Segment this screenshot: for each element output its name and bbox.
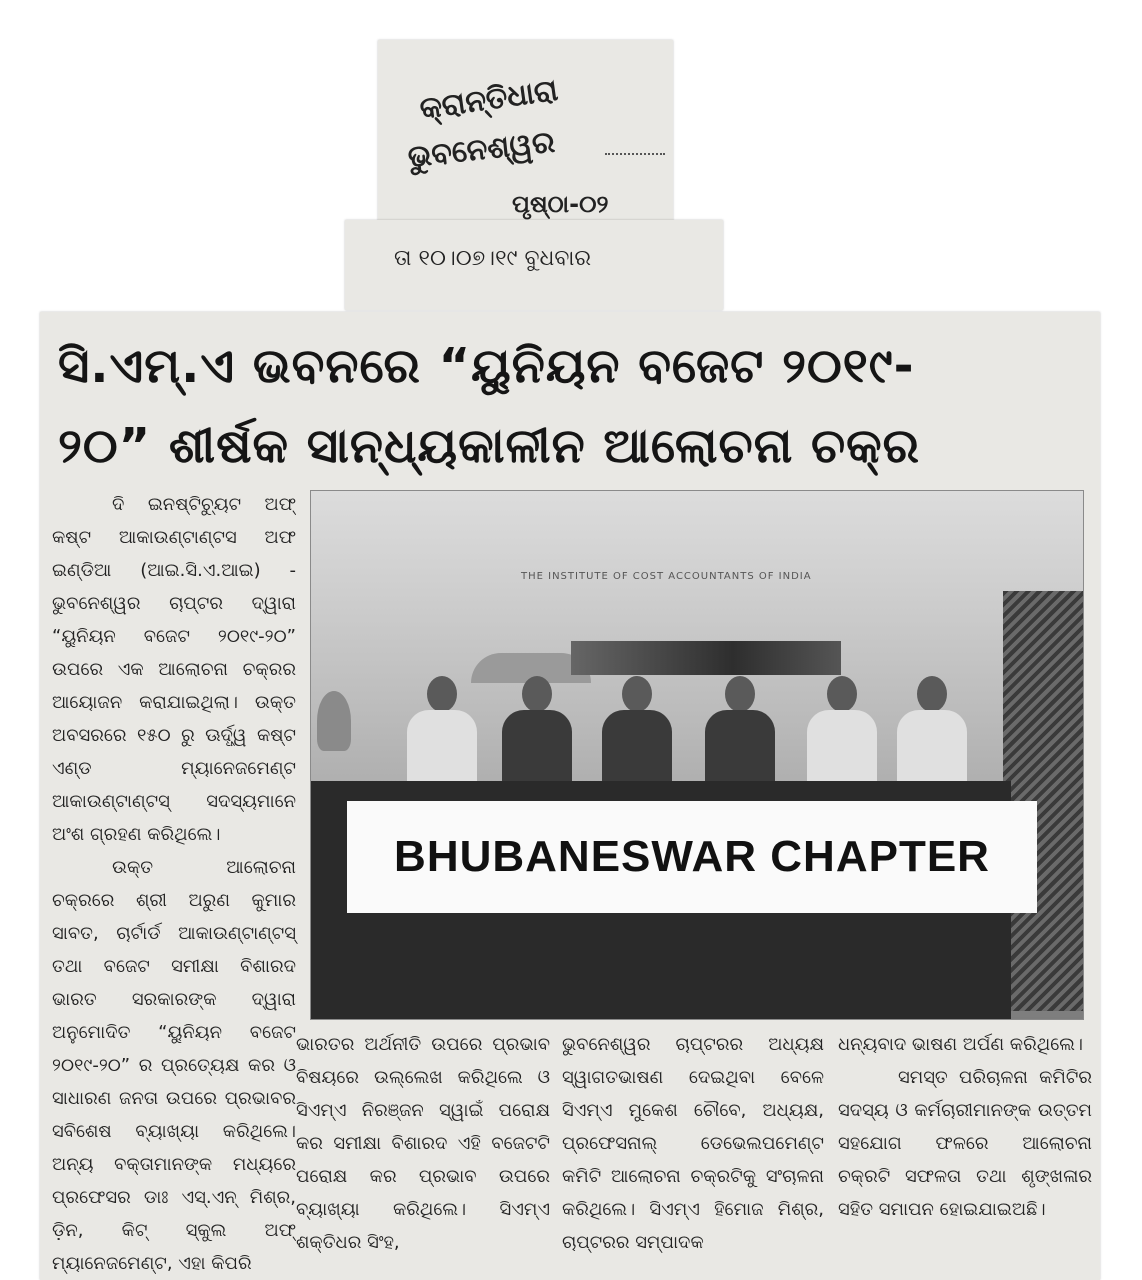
photo-backdrop-text: THE INSTITUTE OF COST ACCOUNTANTS OF INDIA: [521, 571, 812, 582]
chapter-banner: [347, 801, 1037, 913]
paragraph-column-2: ଭାରତର ଅର୍ଥନୀତି ଉପରେ ପ୍ରଭାବ ବିଷୟରେ ଉଲ୍ଲେଖ କରିଥିଲେ ଓ ସିଏମ୍ଏ ନିରଞ୍ଜନ ସ୍ୱାଇଁ ପରୋକ୍ଷ କର ସମୀକ୍ଷା ବିଶାରଦ ଏହି ବଜେଟଟି ପରୋକ୍ଷ କର ପ୍ରଭାବ ଉପରେ ବ୍ୟାଖ୍ୟା କରିଥିଲେ। ସିଏମ୍ଏ ଶକ୍ତିଧର ସିଂହ,: [296, 1034, 550, 1253]
newspaper-city: ଭୁବନେଶ୍ୱର: [406, 124, 557, 175]
article-column-4: [838, 1028, 1092, 1226]
article-column-3: [562, 1028, 824, 1259]
panelist-1: [401, 676, 483, 791]
publication-date: ତା ୧୦।୦୭।୧୯ ବୁଧବାର: [394, 246, 592, 271]
paragraph-conclusion: ସମସ୍ତ ପରିଚାଳନା କମିଟିର ସଦସ୍ୟ ଓ କର୍ମଚାରୀମାନଙ୍କ ଉତ୍ତମ ସହଯୋଗ ଫଳରେ ଆଲୋଚନା ଚକ୍ରଟି ସଫଳତା ତଥା ଶୃଙ୍ଖଳାର ସହିତ ସମାପନ ହୋଇଯାଇଅଛି।: [838, 1067, 1092, 1220]
headline-line-1: ସି.ଏମ୍.ଏ ଭବନରେ “ୟୁନିୟନ ବଜେଟ ୨୦୧୯-: [58, 338, 915, 394]
panelist-5: [801, 676, 883, 791]
panelist-3: [596, 676, 678, 791]
chapter-banner-text: BHUBANESWAR CHAPTER: [394, 832, 990, 881]
paragraph-intro: ଦି ଇନଷ୍ଟିଚ୍ୟୁଟ ଅଫ୍ କଷ୍ଟ ଆକାଉଣ୍ଟାଣ୍ଟସ ଅଫ ଇଣ୍ଡିଆ (ଆଇ.ସି.ଏ.ଆଇ) - ଭୁବନେଶ୍ୱର ଚାପ୍ଟର ଦ୍ୱାରା “ୟୁନିୟନ ବଜେଟ ୨୦୧୯-୨୦” ଉପରେ ଏକ ଆଲୋଚନା ଚକ୍ରର ଆୟୋଜନ କରାଯାଇଥିଲା। ଉକ୍ତ ଅବସରରେ ୧୫୦ ରୁ ଊର୍ଦ୍ଧ୍ୱ କଷ୍ଟ ଏଣ୍ଡ ମ୍ୟାନେଜମେଣ୍ଟ ଆକାଉଣ୍ଟାଣ୍ଟସ୍ ସଦସ୍ୟମାନେ ଅଂଶ ଗ୍ରହଣ କରିଥିଲେ।: [52, 494, 296, 845]
panelist-6: [891, 676, 973, 791]
headline-line-2: ୨୦” ଶୀର୍ଷକ ସାନ୍ଧ୍ୟକାଳୀନ ଆଲୋଚନା ଚକ୍ର: [58, 418, 920, 474]
budget-backdrop-banner: [571, 641, 841, 675]
newspaper-name: କ୍ରାନ୍ତିଧାରା: [417, 72, 561, 127]
event-photo: [310, 490, 1084, 1020]
page-number: ପୃଷ୍ଠା-୦୨: [512, 190, 609, 218]
flower-vase: [317, 691, 351, 751]
paragraph-vote-of-thanks: ଧନ୍ୟବାଦ ଭାଷଣ ଅର୍ପଣ କରିଥିଲେ।: [838, 1034, 1083, 1055]
article-column-left: [52, 488, 296, 1280]
panelist-2: [496, 676, 578, 791]
paragraph-column-3: ଭୁବନେଶ୍ୱର ଚାପ୍ଟରର ଅଧ୍ୟକ୍ଷ ସ୍ୱାଗତଭାଷଣ ଦେଇଥିବା ବେଳେ ସିଏମ୍ଏ ମୁକେଶ ଚୌବେ, ଅଧ୍ୟକ୍ଷ, ପ୍ରଫେସନାଲ୍ ଡେଭେଲପମେଣ୍ଟ କମିଟି ଆଲୋଚନା ଚକ୍ରଟିକୁ ସଂଚାଳନା କରିଥିଲେ। ସିଏମ୍ଏ ହିମୋଜ ମିଶ୍ର, ଚାପ୍ଟରର ସମ୍ପାଦକ: [562, 1034, 824, 1253]
article-column-2: [296, 1028, 550, 1259]
paragraph-speakers: ଉକ୍ତ ଆଲୋଚନା ଚକ୍ରରେ ଶ୍ରୀ ଅରୁଣ କୁମାର ସାବତ, ଚାର୍ଟାର୍ଡ ଆକାଉଣ୍ଟାଣ୍ଟସ୍ ତଥା ବଜେଟ ସମୀକ୍ଷା ବିଶାରଦ ଭାରତ ସରକାରଙ୍କ ଦ୍ୱାରା ଅନୁମୋଦିତ “ୟୁନିୟନ ବଜେଟ ୨୦୧୯-୨୦” ର ପ୍ରତ୍ୟେକ୍ଷ କର ଓ ସାଧାରଣ ଜନତା ଉପରେ ପ୍ରଭାବର ସବିଶେଷ ବ୍ୟାଖ୍ୟା କରିଥିଲେ। ଅନ୍ୟ ବକ୍ତାମାନଙ୍କ ମଧ୍ୟରେ ପ୍ରଫେସର ଡାଃ ଏସ୍.ଏନ୍ ମିଶ୍ର, ଡ଼ିନ, କିଟ୍ ସ୍କୁଲ ଅଫ୍ ମ୍ୟାନେଜମେଣ୍ଟ, ଏହା କିପରି: [52, 857, 296, 1274]
handwritten-dash: [605, 153, 665, 155]
panelist-4: [699, 676, 781, 791]
